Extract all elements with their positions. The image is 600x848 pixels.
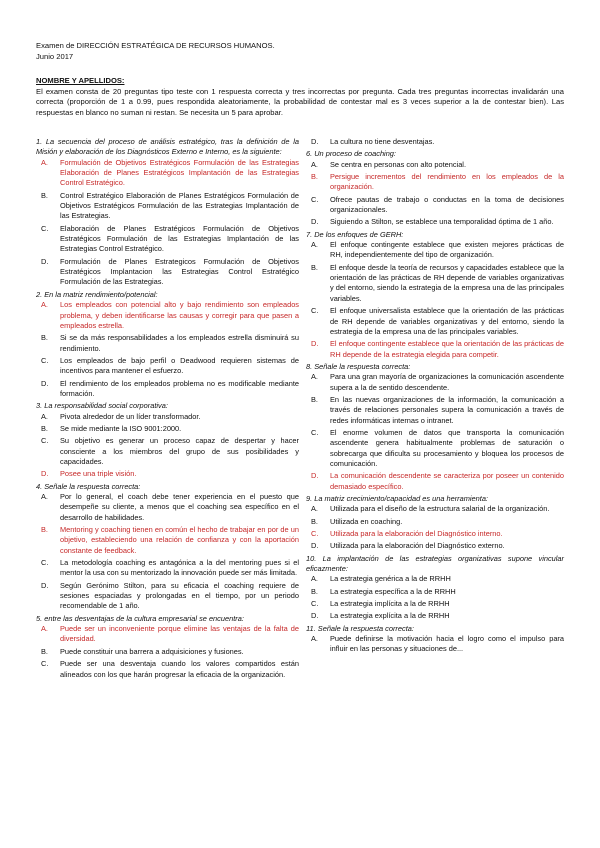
answer-option xyxy=(36,379,299,400)
option-text: El enfoque universalista establece que la orientación de las prácticas de RH depende de variables organizativas y del entorno, siendo la estrategia de la empresa una de las principales variables. xyxy=(330,306,564,336)
exam-instructions: El examen consta de 20 preguntas tipo teste con 1 respuesta correcta y tres incorrectas por pregunta. Cada tres preguntas incorrectas invalidarán una correcta (proporción de 1 a 0.99, pues respondida aleatoriamente, la probabilidad de contestar mal es 3 veces superior a la de contestar bien). Las respuestas en blanco no suman ni restan. Se necesita un 5 para aprobar. xyxy=(36,86,564,117)
option-text: Siguiendo a Stilton, se establece una temporalidad óptima de 1 año. xyxy=(330,217,554,227)
option-letter: B. xyxy=(311,394,318,404)
answer-option xyxy=(36,659,299,680)
option-letter: A. xyxy=(41,157,48,167)
option-text: Por lo general, el coach debe tener experiencia en el puesto que desempeñe su cliente, a menos que el coaching sea específico en el desarrollo de habilidades. xyxy=(60,492,299,522)
question-block xyxy=(306,149,564,227)
answer-option xyxy=(36,492,299,523)
question-text: 8. Señale la respuesta correcta: xyxy=(306,361,411,371)
answer-option xyxy=(306,263,564,304)
option-text: Los empleados con potencial alto y bajo rendimiento son empleados problema, y deben identificarse las causas y corregir para que pasen a empleados estrella. xyxy=(60,300,299,330)
option-letter: A. xyxy=(41,492,48,501)
option-text: Se mide mediante la ISO 9001:2000. xyxy=(60,423,182,433)
option-text: El enorme volumen de datos que transporta la comunicación ascendente genera habitualmente problemas de saturación o sobrecarga que dificulta su procesamiento y bloquea los procesos de comunicación. xyxy=(330,427,564,468)
option-letter: D. xyxy=(311,541,319,551)
option-letter: C. xyxy=(311,529,319,539)
answer-option xyxy=(306,195,564,216)
option-text: Según Gerónimo Stilton, para su eficacia el coaching requiere de sesiones espaciadas y prolongadas en el tiempo, por un periodo recomendable de 1 año. xyxy=(60,580,299,611)
question-block xyxy=(36,482,299,612)
answer-option xyxy=(306,339,564,360)
option-letter: C. xyxy=(311,194,319,204)
answer-option xyxy=(306,306,564,337)
answer-option xyxy=(306,517,564,527)
answer-option xyxy=(306,634,564,655)
question-text: 10. La implantación de las estrategias organizativas supone vincular eficazmente: xyxy=(306,553,564,574)
option-text: Posee una triple visión. xyxy=(60,469,137,479)
option-letter: B. xyxy=(41,333,48,343)
answer-option xyxy=(36,191,299,222)
option-text: Si se da más responsabilidades a los empleados estrella disminuirá su rendimiento. xyxy=(60,333,299,353)
left-column xyxy=(36,137,299,682)
answer-option xyxy=(36,469,299,479)
option-letter: A. xyxy=(311,574,318,584)
answer-option xyxy=(306,611,564,621)
option-letter: D. xyxy=(41,256,49,266)
option-text: Su objetivo es generar un proceso capaz de despertar y hacer consciente a los miembros del grupo de sus posibilidades y capacidades. xyxy=(60,436,299,466)
answer-option xyxy=(306,471,564,492)
option-letter: A. xyxy=(41,411,48,421)
option-text: Los empleados de bajo perfil o Deadwood requieren sistemas de incentivos para mantener el esfuerzo. xyxy=(60,355,299,376)
answer-option xyxy=(36,581,299,612)
option-text: Elaboración de Planes Estratégicos Formulación de Objetivos Estratégicos Formulación de las Estrategias Implantación de las Estrategias Control Estratégico. xyxy=(60,223,299,254)
option-text: La estrategia genérica a la de RRHH xyxy=(330,574,451,584)
exam-header xyxy=(36,40,275,62)
right-column xyxy=(306,137,564,657)
answer-option xyxy=(306,217,564,227)
option-text: Formulación de Objetivos Estratégicos Formulación de las Estrategias Elaboración de Planes Estratégicos Implantación de las Estrategias Control Estratégico. xyxy=(60,157,299,188)
question-text: 3. La responsabilidad social corporativa: xyxy=(36,401,168,411)
answer-option xyxy=(306,529,564,539)
option-letter: A. xyxy=(311,634,318,644)
answer-option xyxy=(36,424,299,434)
option-letter: D. xyxy=(311,611,319,621)
option-text: Ofrece pautas de trabajo o conductas en la toma de decisiones organizacionales. xyxy=(330,194,564,215)
question-text: 11. Señale la respuesta correcta: xyxy=(306,623,414,633)
answer-option xyxy=(306,137,564,147)
option-letter: B. xyxy=(311,172,318,182)
option-letter: A. xyxy=(311,372,318,382)
option-text: El enfoque desde la teoría de recursos y capacidades establece que la orientación de las prácticas de RH depende de variables organizativas y del entorno, siendo la estrategia de la empresa una de las principales variables. xyxy=(330,262,564,303)
option-letter: C. xyxy=(41,355,49,365)
answer-option xyxy=(306,172,564,193)
question-block xyxy=(306,554,564,622)
option-letter: C. xyxy=(311,306,319,316)
option-letter: A. xyxy=(41,300,48,310)
option-text: El rendimiento de los empleados problema no es modificable mediante formación. xyxy=(60,378,299,398)
answer-option xyxy=(306,599,564,609)
option-text: Puede ser un inconveniente porque elimine las ventajas de la falta de diversidad. xyxy=(60,624,299,644)
answer-option xyxy=(306,541,564,551)
option-letter: D. xyxy=(41,469,49,479)
question-text: 7. De los enfoques de GERH: xyxy=(306,229,404,239)
option-letter: C. xyxy=(311,599,319,609)
option-letter: A. xyxy=(311,504,318,514)
option-text: Utilizada en coaching. xyxy=(330,516,403,526)
answer-option xyxy=(36,333,299,354)
option-text: Puede definirse la motivación hacia el logro como el impulso para influir en las personas y situaciones de... xyxy=(330,634,564,654)
answer-option xyxy=(306,574,564,584)
answer-option xyxy=(36,436,299,467)
option-text: La estrategia explícita a la de RRHH xyxy=(330,611,450,621)
option-letter: C. xyxy=(41,223,49,233)
option-text: Utilizada para la elaboración del Diagnóstico externo. xyxy=(330,541,505,551)
option-letter: A. xyxy=(41,624,48,634)
option-text: Para una gran mayoría de organizaciones la comunicación ascendente supera a la de sentido descendente. xyxy=(330,372,564,392)
question-text: 9. La matriz crecimiento/capacidad es una herramienta: xyxy=(306,494,488,503)
question-text: 6. Un proceso de coaching: xyxy=(306,149,396,159)
option-text: La comunicación descendente se caracteriza por poseer un contenido demasiado específico. xyxy=(330,471,564,491)
question-text: 5. entre las desventajas de la cultura empresarial se encuentra: xyxy=(36,613,244,623)
option-text: Puede constituir una barrera a adquisiciones y fusiones. xyxy=(60,646,244,656)
option-letter: D. xyxy=(41,580,49,590)
answer-option xyxy=(36,525,299,556)
option-text: El enfoque contingente establece que existen mejores prácticas de RH, independientemente del tipo de organización. xyxy=(330,240,564,260)
option-text: Utilizada para la elaboración del Diagnóstico interno. xyxy=(330,529,503,539)
answer-option xyxy=(36,624,299,645)
question-text: 4. Señale la respuesta correcta: xyxy=(36,481,141,491)
option-letter: D. xyxy=(311,217,319,227)
answer-option xyxy=(306,160,564,170)
question-block xyxy=(36,137,299,288)
question-block xyxy=(306,137,564,147)
question-block xyxy=(306,230,564,360)
option-letter: D. xyxy=(311,339,319,349)
option-text: Mentoring y coaching tienen en común el hecho de trabajar en por de un objetivo, estableciendo una relación de confianza y con la aportación constante de feedback. xyxy=(60,525,299,555)
option-letter: A. xyxy=(311,159,318,169)
exam-date: Junio 2017 xyxy=(36,52,74,61)
option-text: Se centra en personas con alto potencial. xyxy=(330,159,466,169)
option-letter: C. xyxy=(41,436,49,446)
answer-option xyxy=(36,224,299,255)
option-letter: C. xyxy=(41,558,49,568)
option-text: La estrategia específica a la de RRHH xyxy=(330,586,456,596)
option-letter: B. xyxy=(311,586,318,596)
question-block xyxy=(306,624,564,655)
option-letter: B. xyxy=(41,423,48,433)
answer-option xyxy=(36,158,299,189)
option-text: Puede ser una desventaja cuando los valores compartidos están alineados con los que harán progresar la eficacia de la organización. xyxy=(60,659,299,679)
answer-option xyxy=(36,412,299,422)
option-text: Utilizada para el diseño de la estructura salarial de la organización. xyxy=(330,504,550,514)
option-letter: B. xyxy=(41,646,48,656)
answer-option xyxy=(306,587,564,597)
answer-option xyxy=(36,647,299,657)
question-block xyxy=(306,362,564,492)
question-block xyxy=(36,614,299,680)
option-text: Control Estratégico Elaboración de Planes Estratégicos Formulación de Objetivos Estratégicos Formulación de las Estrategias Implantación de las Estrategias. xyxy=(60,190,299,221)
answer-option xyxy=(36,300,299,331)
answer-option xyxy=(306,504,564,514)
exam-title: Examen de DIRECCIÓN ESTRATÉGICA DE RECURSOS HUMANOS. xyxy=(36,41,275,50)
option-text: Pivota alrededor de un líder transformador. xyxy=(60,411,201,421)
option-letter: D. xyxy=(41,378,49,388)
option-letter: A. xyxy=(311,240,318,250)
option-letter: B. xyxy=(311,516,318,526)
option-letter: B. xyxy=(41,525,48,535)
option-letter: B. xyxy=(311,262,318,272)
option-text: La metodología coaching es antagónica a la del mentoring pues si el mentor la usa con su mentorizado la innovación puede ser más limitada. xyxy=(60,558,299,578)
question-block xyxy=(36,401,299,479)
option-text: La cultura no tiene desventajas. xyxy=(330,137,435,146)
question-text: 2. En la matriz rendimiento/potencial: xyxy=(36,289,158,299)
answer-option xyxy=(306,240,564,261)
answer-option xyxy=(306,372,564,393)
option-letter: D. xyxy=(311,137,319,146)
question-block xyxy=(306,494,564,552)
answer-option xyxy=(36,257,299,288)
option-letter: B. xyxy=(41,190,48,200)
question-text: 1. La secuencia del proceso de análisis estratégico, tras la definición de la Misión y elaboración de los Diagnósticos Externo e Interno, es la siguiente: xyxy=(36,137,299,157)
option-text: El enfoque contingente establece que la orientación de las prácticas de RH depende de la estrategia elegida para competir. xyxy=(330,339,564,359)
answer-option xyxy=(36,356,299,377)
option-letter: D. xyxy=(311,471,319,481)
name-label: NOMBRE Y APELLIDOS: xyxy=(36,76,125,85)
answer-option xyxy=(306,428,564,469)
option-text: Formulación de Planes Estrategicos Formulación de Objetivos Estratégicos Implantacion las Estrategias Control Estratégico Formulación de las Estrategias. xyxy=(60,256,299,287)
answer-option xyxy=(36,558,299,579)
option-text: En las nuevas organizaciones de la información, la comunicación a través de relaciones personales supera la comunicación a través de redes informáticas internas o intranet. xyxy=(330,394,564,425)
student-section xyxy=(36,76,564,118)
answer-option xyxy=(306,395,564,426)
option-letter: C. xyxy=(41,659,49,669)
option-text: La estrategia implícita a la de RRHH xyxy=(330,599,450,609)
option-text: Persigue incrementos del rendimiento en los empleados de la organización. xyxy=(330,172,564,192)
question-block xyxy=(36,290,299,399)
option-letter: C. xyxy=(311,427,319,437)
